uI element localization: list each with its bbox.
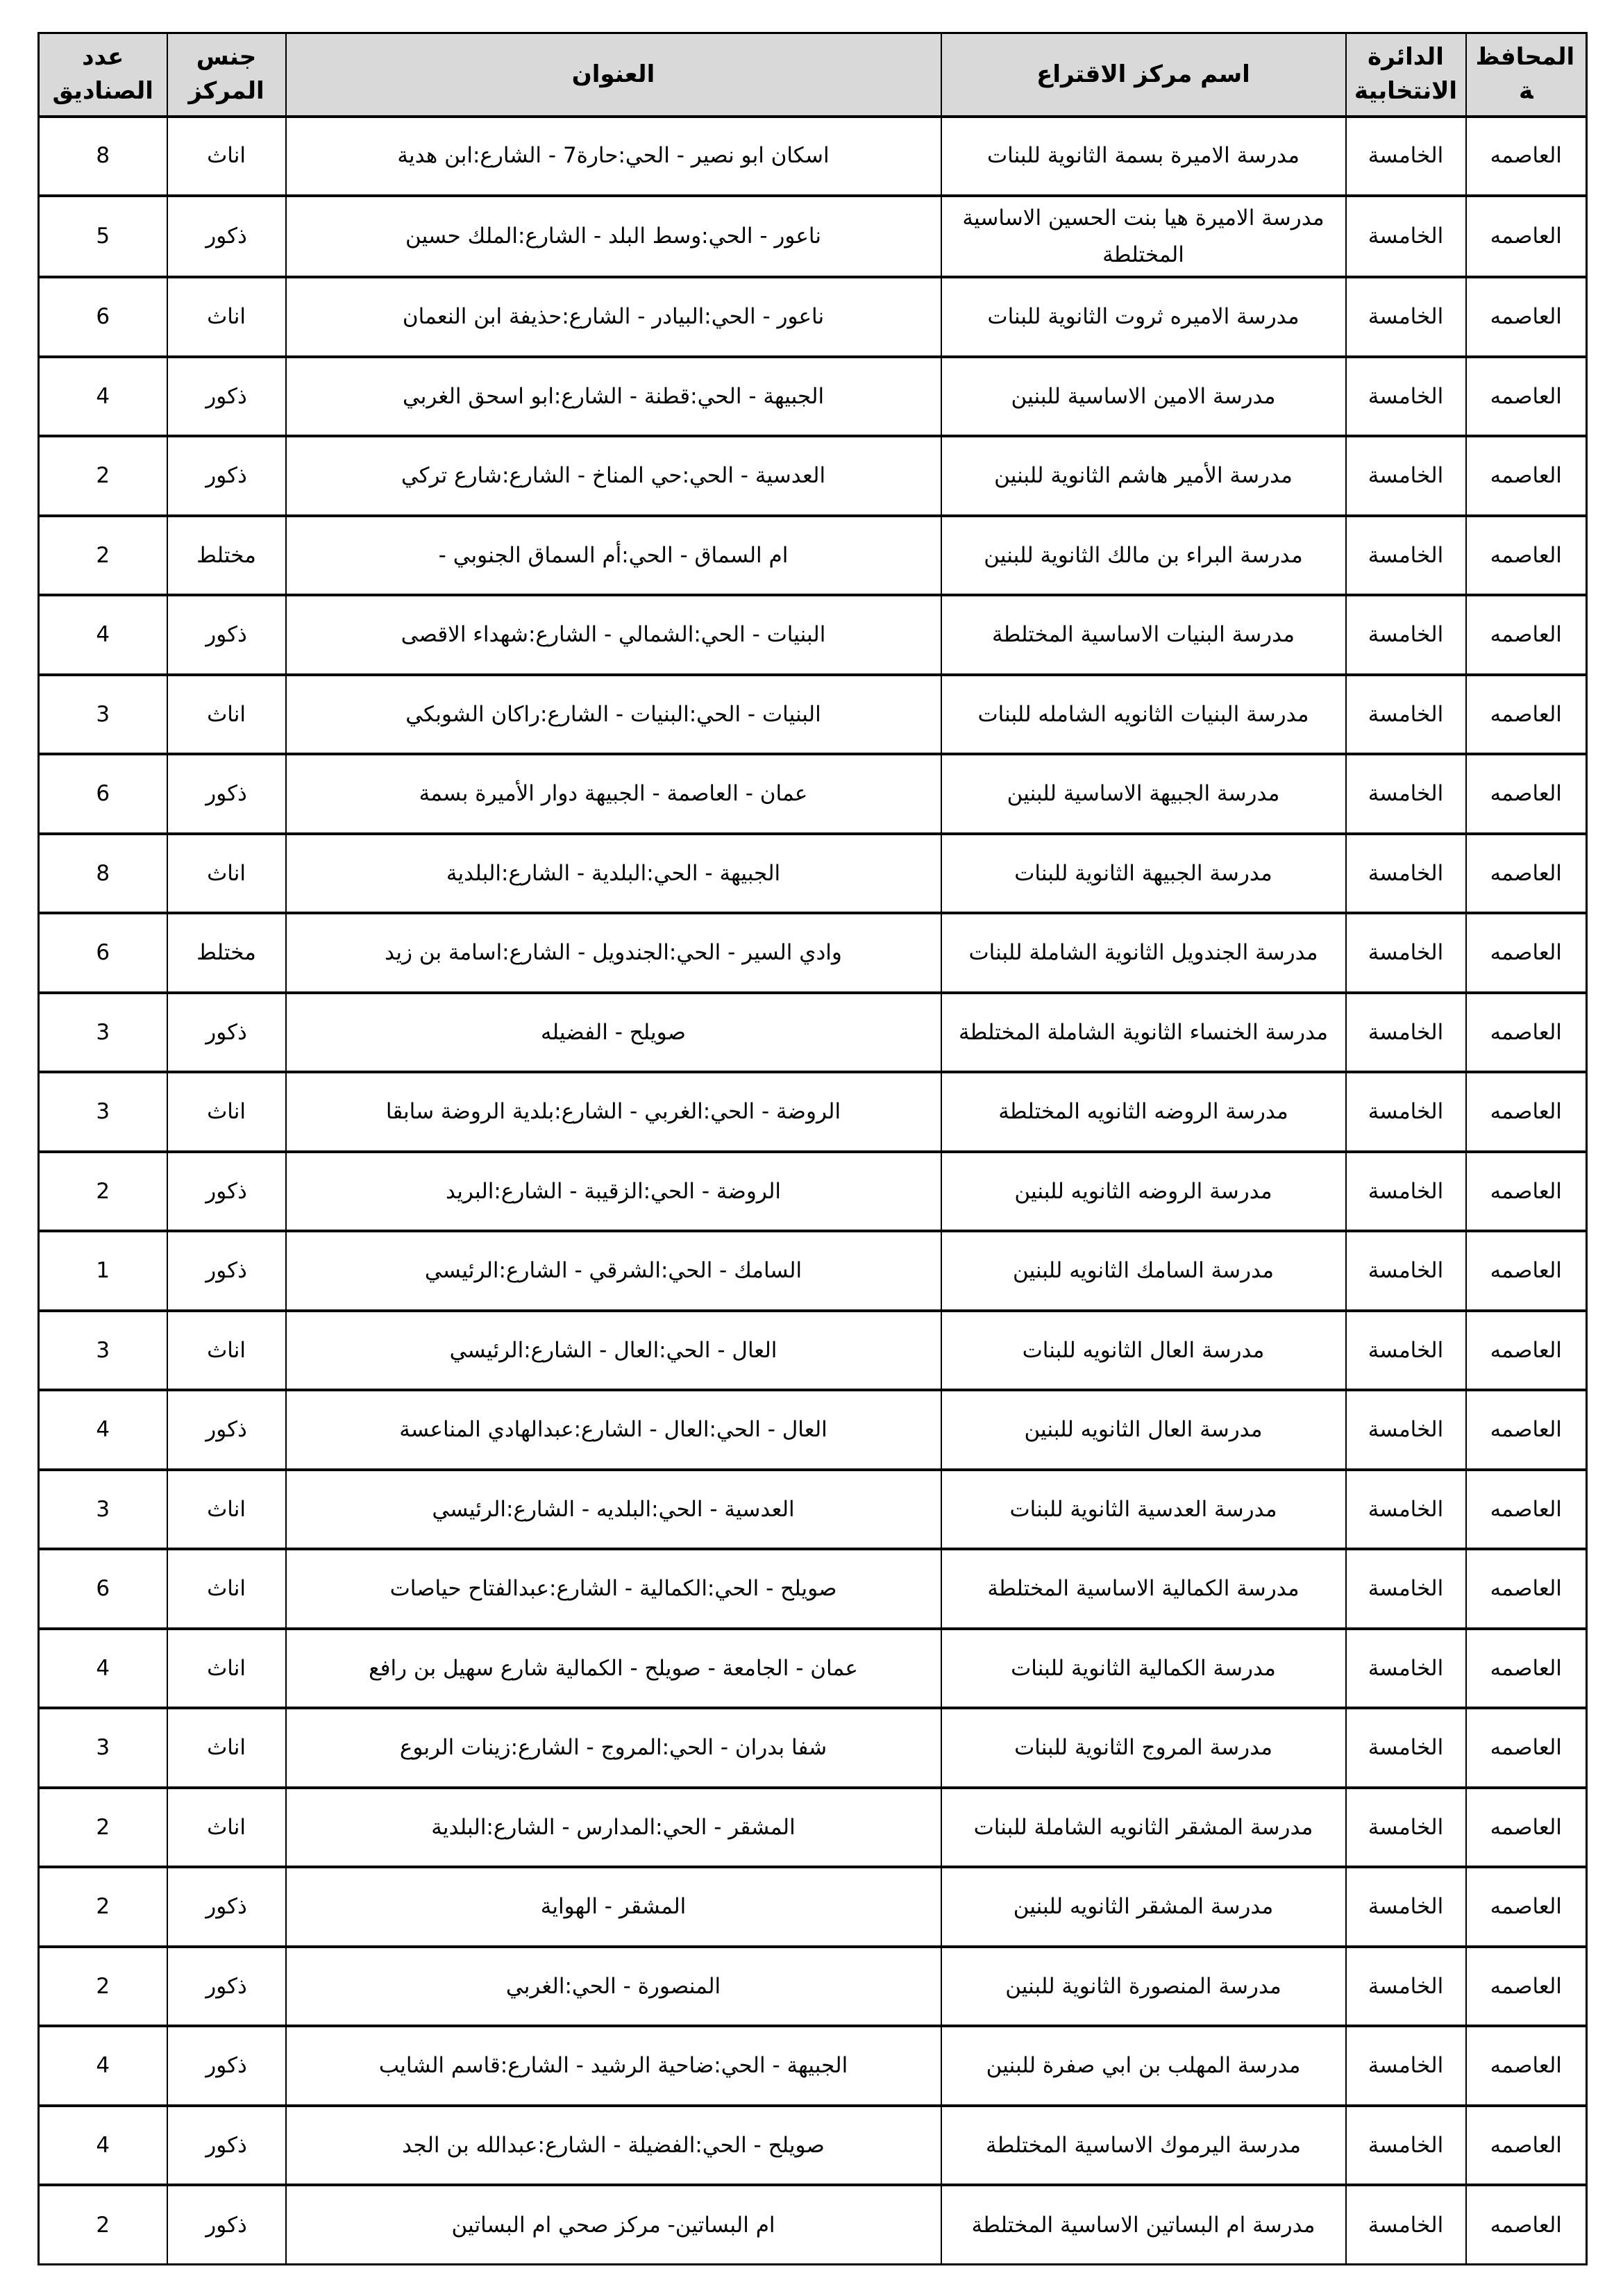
table-row <box>39 1867 1587 1947</box>
cell-district: الخامسة <box>1346 1311 1466 1391</box>
cell-center: مدرسة الكمالية الاساسية المختلطة <box>941 1549 1346 1629</box>
cell-district: الخامسة <box>1346 754 1466 834</box>
cell-boxes: 3 <box>39 1311 167 1391</box>
cell-center: مدرسة المشقر الثانويه الشاملة للبنات <box>941 1788 1346 1868</box>
header-governorate: المحافظة <box>1466 33 1587 117</box>
cell-governorate: العاصمه <box>1466 2026 1587 2106</box>
table-row <box>39 1549 1587 1629</box>
polling-centers-table <box>37 32 1588 2265</box>
cell-governorate: العاصمه <box>1466 675 1587 755</box>
cell-governorate: العاصمه <box>1466 1788 1587 1868</box>
cell-governorate: العاصمه <box>1466 2106 1587 2186</box>
table-row <box>39 1947 1587 2027</box>
table-row <box>39 834 1587 914</box>
cell-district: الخامسة <box>1346 2026 1466 2106</box>
cell-governorate: العاصمه <box>1466 913 1587 993</box>
cell-district: الخامسة <box>1346 1152 1466 1232</box>
cell-address: الروضة - الحي:الزقيبة - الشارع:البريد <box>286 1152 941 1232</box>
cell-governorate: العاصمه <box>1466 1072 1587 1152</box>
cell-center: مدرسة الجبيهة الاساسية للبنين <box>941 754 1346 834</box>
cell-gender: ذكور <box>167 2185 286 2265</box>
cell-center: مدرسة العال الثانويه للبنين <box>941 1390 1346 1470</box>
cell-boxes: 6 <box>39 913 167 993</box>
cell-boxes: 1 <box>39 1231 167 1311</box>
header-address: العنوان <box>286 33 941 117</box>
table-row <box>39 1311 1587 1391</box>
cell-address: السامك - الحي:الشرقي - الشارع:الرئيسي <box>286 1231 941 1311</box>
cell-address: الجبيهة - الحي:قطنة - الشارع:ابو اسحق الغربي <box>286 357 941 437</box>
cell-address: الجبيهة - الحي:ضاحية الرشيد - الشارع:قاسم الشايب <box>286 2026 941 2106</box>
cell-district: الخامسة <box>1346 1072 1466 1152</box>
cell-address: ناعور - الحي:وسط البلد - الشارع:الملك حسين <box>286 196 941 277</box>
table-header-row <box>39 33 1587 117</box>
cell-governorate: العاصمه <box>1466 754 1587 834</box>
cell-district: الخامسة <box>1346 834 1466 914</box>
cell-governorate: العاصمه <box>1466 1708 1587 1788</box>
cell-address: صويلح - الحي:الكمالية - الشارع:عبدالفتاح حياصات <box>286 1549 941 1629</box>
table-body <box>39 117 1587 2265</box>
cell-center: مدرسة الامين الاساسية للبنين <box>941 357 1346 437</box>
cell-governorate: العاصمه <box>1466 993 1587 1073</box>
cell-center: مدرسة العال الثانويه للبنات <box>941 1311 1346 1391</box>
cell-center: مدرسة الخنساء الثانوية الشاملة المختلطة <box>941 993 1346 1073</box>
cell-gender: ذكور <box>167 196 286 277</box>
cell-center: مدرسة الاميره ثروت الثانوية للبنات <box>941 277 1346 357</box>
cell-boxes: 4 <box>39 2106 167 2186</box>
cell-gender: ذكور <box>167 1867 286 1947</box>
cell-governorate: العاصمه <box>1466 1629 1587 1709</box>
cell-center: مدرسة الجندويل الثانوية الشاملة للبنات <box>941 913 1346 993</box>
cell-gender: اناث <box>167 1788 286 1868</box>
cell-boxes: 4 <box>39 1390 167 1470</box>
cell-district: الخامسة <box>1346 117 1466 196</box>
cell-district: الخامسة <box>1346 1788 1466 1868</box>
table-row <box>39 1231 1587 1311</box>
cell-boxes: 3 <box>39 1708 167 1788</box>
cell-gender: اناث <box>167 1629 286 1709</box>
cell-boxes: 8 <box>39 117 167 196</box>
cell-district: الخامسة <box>1346 913 1466 993</box>
cell-address: الروضة - الحي:الغربي - الشارع:بلدية الروضة سابقا <box>286 1072 941 1152</box>
cell-boxes: 2 <box>39 2185 167 2265</box>
cell-center: مدرسة البراء بن مالك الثانوية للبنين <box>941 516 1346 596</box>
cell-boxes: 2 <box>39 516 167 596</box>
cell-boxes: 8 <box>39 834 167 914</box>
header-electoral-district: الدائرة الانتخابية <box>1346 33 1466 117</box>
cell-governorate: العاصمه <box>1466 595 1587 675</box>
cell-gender: ذكور <box>167 2026 286 2106</box>
cell-governorate: العاصمه <box>1466 516 1587 596</box>
cell-district: الخامسة <box>1346 1549 1466 1629</box>
cell-district: الخامسة <box>1346 1470 1466 1550</box>
cell-center: مدرسة الجبيهة الثانوية للبنات <box>941 834 1346 914</box>
cell-boxes: 2 <box>39 1947 167 2027</box>
cell-boxes: 6 <box>39 754 167 834</box>
cell-address: اسكان ابو نصير - الحي:حارة7 - الشارع:ابن هدية <box>286 117 941 196</box>
cell-district: الخامسة <box>1346 595 1466 675</box>
cell-governorate: العاصمه <box>1466 1390 1587 1470</box>
cell-boxes: 3 <box>39 993 167 1073</box>
cell-gender: ذكور <box>167 1390 286 1470</box>
cell-boxes: 3 <box>39 1470 167 1550</box>
cell-district: الخامسة <box>1346 993 1466 1073</box>
cell-boxes: 2 <box>39 436 167 516</box>
table-row <box>39 357 1587 437</box>
cell-governorate: العاصمه <box>1466 196 1587 277</box>
cell-center: مدرسة الكمالية الثانوية للبنات <box>941 1629 1346 1709</box>
cell-center: مدرسة الأمير هاشم الثانوية للبنين <box>941 436 1346 516</box>
cell-boxes: 4 <box>39 595 167 675</box>
table-row <box>39 1390 1587 1470</box>
cell-governorate: العاصمه <box>1466 1549 1587 1629</box>
cell-boxes: 6 <box>39 1549 167 1629</box>
table-row <box>39 436 1587 516</box>
cell-center: مدرسة المروج الثانوية للبنات <box>941 1708 1346 1788</box>
cell-address: شفا بدران - الحي:المروج - الشارع:زينات الربوع <box>286 1708 941 1788</box>
cell-boxes: 3 <box>39 675 167 755</box>
table-row <box>39 196 1587 277</box>
cell-boxes: 2 <box>39 1867 167 1947</box>
cell-governorate: العاصمه <box>1466 277 1587 357</box>
cell-address: العدسية - الحي:حي المناخ - الشارع:شارع تركي <box>286 436 941 516</box>
cell-center: مدرسة السامك الثانويه للبنين <box>941 1231 1346 1311</box>
table-row <box>39 1629 1587 1709</box>
cell-boxes: 5 <box>39 196 167 277</box>
cell-district: الخامسة <box>1346 2106 1466 2186</box>
cell-address: المشقر - الهواية <box>286 1867 941 1947</box>
cell-district: الخامسة <box>1346 1947 1466 2027</box>
cell-gender: اناث <box>167 117 286 196</box>
table-row <box>39 1788 1587 1868</box>
table-row <box>39 117 1587 196</box>
cell-gender: اناث <box>167 1549 286 1629</box>
cell-district: الخامسة <box>1346 1867 1466 1947</box>
cell-gender: اناث <box>167 1311 286 1391</box>
cell-district: الخامسة <box>1346 675 1466 755</box>
cell-governorate: العاصمه <box>1466 1152 1587 1232</box>
cell-center: مدرسة الاميرة هيا بنت الحسين الاساسية المختلطة <box>941 196 1346 277</box>
cell-address: عمان - العاصمة - الجبيهة دوار الأميرة بسمة <box>286 754 941 834</box>
cell-gender: ذكور <box>167 1152 286 1232</box>
table-row <box>39 2026 1587 2106</box>
cell-address: ناعور - الحي:البيادر - الشارع:حذيفة ابن النعمان <box>286 277 941 357</box>
cell-governorate: العاصمه <box>1466 2185 1587 2265</box>
cell-address: العال - الحي:العال - الشارع:عبدالهادي المناعسة <box>286 1390 941 1470</box>
cell-governorate: العاصمه <box>1466 436 1587 516</box>
cell-address: المشقر - الحي:المدارس - الشارع:البلدية <box>286 1788 941 1868</box>
cell-governorate: العاصمه <box>1466 1947 1587 2027</box>
cell-district: الخامسة <box>1346 1390 1466 1470</box>
cell-center: مدرسة الروضه الثانويه المختلطة <box>941 1072 1346 1152</box>
cell-address: المنصورة - الحي:الغربي <box>286 1947 941 2027</box>
cell-boxes: 4 <box>39 2026 167 2106</box>
table-row <box>39 2106 1587 2186</box>
table-row <box>39 595 1587 675</box>
cell-address: البنيات - الحي:الشمالي - الشارع:شهداء الاقصى <box>286 595 941 675</box>
header-center-gender: جنس المركز <box>167 33 286 117</box>
table-row <box>39 913 1587 993</box>
table-row <box>39 1708 1587 1788</box>
cell-district: الخامسة <box>1346 196 1466 277</box>
table-row <box>39 993 1587 1073</box>
cell-center: مدرسة البنيات الاساسية المختلطة <box>941 595 1346 675</box>
cell-address: العدسية - الحي:البلديه - الشارع:الرئيسي <box>286 1470 941 1550</box>
cell-gender: مختلط <box>167 913 286 993</box>
cell-gender: اناث <box>167 1470 286 1550</box>
table-row <box>39 1152 1587 1232</box>
table-row <box>39 1072 1587 1152</box>
cell-center: مدرسة البنيات الثانويه الشامله للبنات <box>941 675 1346 755</box>
cell-governorate: العاصمه <box>1466 1231 1587 1311</box>
cell-center: مدرسة المشقر الثانويه للبنين <box>941 1867 1346 1947</box>
cell-center: مدرسة المنصورة الثانوية للبنين <box>941 1947 1346 2027</box>
cell-gender: اناث <box>167 675 286 755</box>
header-boxes-count: عدد الصناديق <box>39 33 167 117</box>
table-row <box>39 754 1587 834</box>
cell-governorate: العاصمه <box>1466 117 1587 196</box>
cell-gender: ذكور <box>167 436 286 516</box>
cell-gender: اناث <box>167 1708 286 1788</box>
cell-address: صويلح - الحي:الفضيلة - الشارع:عبدالله بن الجد <box>286 2106 941 2186</box>
cell-address: العال - الحي:العال - الشارع:الرئيسي <box>286 1311 941 1391</box>
cell-gender: مختلط <box>167 516 286 596</box>
table-row <box>39 675 1587 755</box>
cell-center: مدرسة الروضه الثانويه للبنين <box>941 1152 1346 1232</box>
cell-boxes: 6 <box>39 277 167 357</box>
cell-address: الجبيهة - الحي:البلدية - الشارع:البلدية <box>286 834 941 914</box>
cell-address: صويلح - الفضيله <box>286 993 941 1073</box>
cell-center: مدرسة العدسية الثانوية للبنات <box>941 1470 1346 1550</box>
cell-district: الخامسة <box>1346 516 1466 596</box>
cell-gender: ذكور <box>167 1947 286 2027</box>
cell-gender: اناث <box>167 1072 286 1152</box>
cell-gender: ذكور <box>167 754 286 834</box>
cell-center: مدرسة اليرموك الاساسية المختلطة <box>941 2106 1346 2186</box>
cell-district: الخامسة <box>1346 1708 1466 1788</box>
cell-gender: ذكور <box>167 357 286 437</box>
cell-gender: ذكور <box>167 595 286 675</box>
cell-governorate: العاصمه <box>1466 834 1587 914</box>
cell-boxes: 4 <box>39 1629 167 1709</box>
cell-address: ام السماق - الحي:أم السماق الجنوبي - <box>286 516 941 596</box>
cell-boxes: 4 <box>39 357 167 437</box>
cell-district: الخامسة <box>1346 1629 1466 1709</box>
cell-boxes: 2 <box>39 1788 167 1868</box>
table-row <box>39 1470 1587 1550</box>
cell-gender: ذكور <box>167 2106 286 2186</box>
cell-governorate: العاصمه <box>1466 357 1587 437</box>
cell-gender: اناث <box>167 277 286 357</box>
cell-address: ام البساتين- مركز صحي ام البساتين <box>286 2185 941 2265</box>
cell-gender: ذكور <box>167 1231 286 1311</box>
cell-center: مدرسة ام البساتين الاساسية المختلطة <box>941 2185 1346 2265</box>
cell-district: الخامسة <box>1346 1231 1466 1311</box>
cell-address: عمان - الجامعة - صويلح - الكمالية شارع سهيل بن رافع <box>286 1629 941 1709</box>
cell-district: الخامسة <box>1346 2185 1466 2265</box>
cell-boxes: 3 <box>39 1072 167 1152</box>
cell-district: الخامسة <box>1346 357 1466 437</box>
table-row <box>39 277 1587 357</box>
header-polling-center-name: اسم مركز الاقتراع <box>941 33 1346 117</box>
table-row <box>39 2185 1587 2265</box>
cell-center: مدرسة المهلب بن ابي صفرة للبنين <box>941 2026 1346 2106</box>
cell-governorate: العاصمه <box>1466 1311 1587 1391</box>
cell-governorate: العاصمه <box>1466 1867 1587 1947</box>
cell-address: البنيات - الحي:البنيات - الشارع:راكان الشوبكي <box>286 675 941 755</box>
cell-district: الخامسة <box>1346 436 1466 516</box>
cell-address: وادي السير - الحي:الجندويل - الشارع:اسامة بن زيد <box>286 913 941 993</box>
cell-center: مدرسة الاميرة بسمة الثانوية للبنات <box>941 117 1346 196</box>
cell-gender: اناث <box>167 834 286 914</box>
cell-boxes: 2 <box>39 1152 167 1232</box>
cell-governorate: العاصمه <box>1466 1470 1587 1550</box>
cell-gender: ذكور <box>167 993 286 1073</box>
table-row <box>39 516 1587 596</box>
cell-district: الخامسة <box>1346 277 1466 357</box>
